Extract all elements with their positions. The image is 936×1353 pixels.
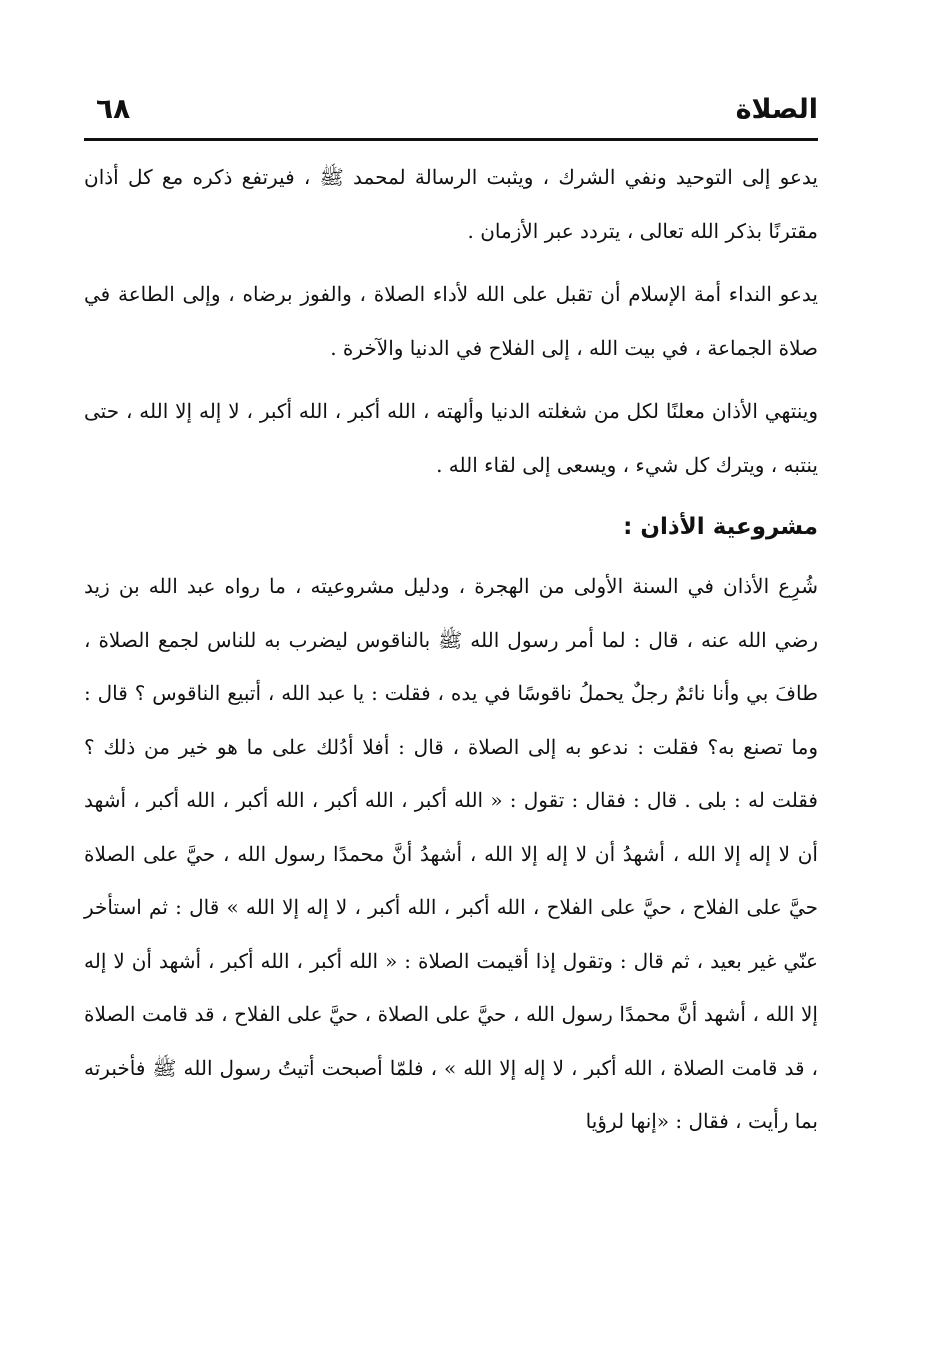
page-number: ٦٨ xyxy=(96,92,131,125)
paragraph: يدعو إلى التوحيد ونفي الشرك ، ويثبت الرسالة لمحمد ﷺ ، فيرتفع ذكره مع كل أذان مقترنًا بذكر الله تعالى ، يتردد عبر الأزمان . xyxy=(84,165,818,243)
paragraph: يدعو النداء أمة الإسلام أن تقبل على الله لأداء الصلاة ، والفوز برضاه ، وإلى الطاعة في صلاة الجماعة ، في بيت الله ، إلى الفلاح في الدنيا والآخرة . xyxy=(84,282,818,360)
running-header xyxy=(84,88,818,141)
paragraph: وينتهي الأذان معلنًا لكل من شغلته الدنيا وألهته ، الله أكبر ، الله أكبر ، لا إله إلا الله ، حتى ينتبه ، ويترك كل شيء ، ويسعى إلى لقاء الله . xyxy=(84,399,818,477)
section-heading: مشروعية الأذان : xyxy=(623,514,818,540)
book-page xyxy=(84,88,818,1149)
paragraph: شُرِع الأذان في السنة الأولى من الهجرة ، ودليل مشروعيته ، ما رواه عبد الله بن زيد رضي الله عنه ، قال : لما أمر رسول الله ﷺ بالناقوس ليضرب به للناس لجمع الصلاة ، طافَ بي وأنا نائمٌ رجلٌ يحملُ ناقوسًا في يده ، فقلت : يا عبد الله ، أتبيع الناقوس ؟ قال : وما تصنع به؟ فقلت : ندعو به إلى الصلاة ، قال : أفلا أدُلك على ما هو خير من ذلك ؟ فقلت له : بلى . قال : فقال : تقول : « الله أكبر ، الله أكبر ، الله أكبر ، الله أكبر ، أشهد أن لا إله إلا الله ، أشهدُ أن لا إله إلا الله ، أشهدُ أنَّ محمدًا رسول الله ، حيَّ على الصلاة حيَّ على الفلاح ، حيَّ على الفلاح ، الله أكبر ، الله أكبر ، لا إله إلا الله » قال : ثم استأخر عنّي غير بعيد ، ثم قال : وتقول إذا أقيمت الصلاة : « الله أكبر ، الله أكبر ، أشهد أن لا إله إلا الله ، أشهد أنَّ محمدًا رسول الله ، حيَّ على الصلاة ، حيَّ على الفلاح ، قد قامت الصلاة ، قد قامت الصلاة ، الله أكبر ، لا إله إلا الله » ، فلمّا أصبحت أتيتُ رسول الله ﷺ فأخبرته بما رأيت ، فقال : «إنها لرؤيا xyxy=(84,574,818,1133)
chapter-title: الصلاة xyxy=(735,94,818,125)
